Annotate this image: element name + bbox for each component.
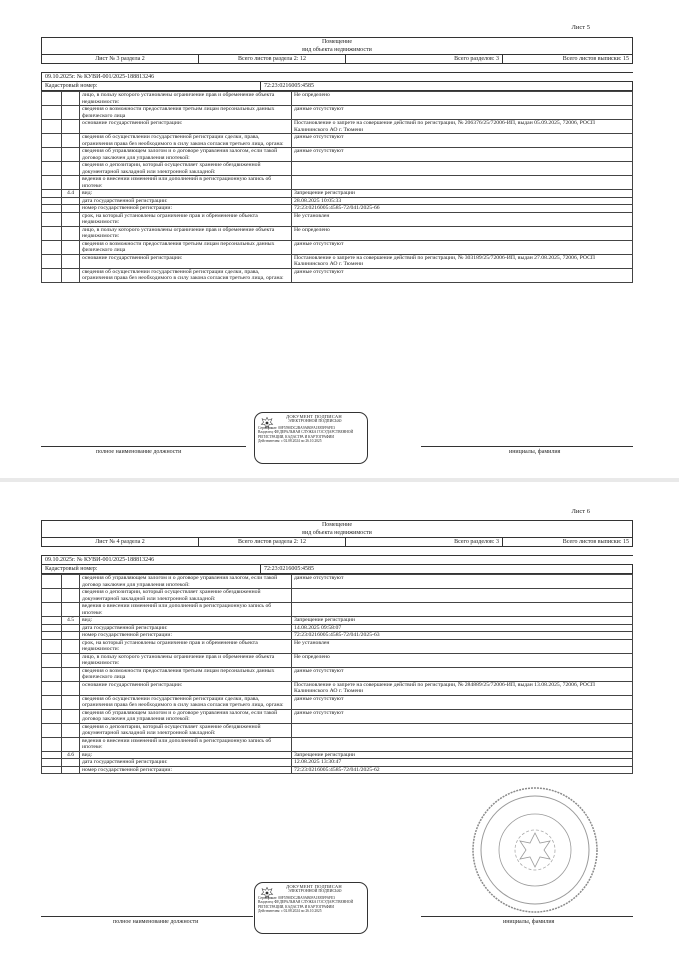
row-value: данные отсутствуют <box>292 148 633 162</box>
cadastral-value: 72:23:0216005:4585 <box>261 565 633 574</box>
signature-block <box>41 906 633 925</box>
row-gutter <box>42 575 62 589</box>
extract-sheets: Всего листов выписки: 15 <box>503 538 633 547</box>
row-label: сведения о депозитарии, который осуществляет хранение обездвиженной документарной закладной или электронной закладной: <box>80 589 292 603</box>
eagle-emblem-icon <box>260 416 274 430</box>
total-sections: Всего разделов: 3 <box>346 55 503 64</box>
row-gutter <box>42 106 62 120</box>
row-label: сведения о возможности предоставления третьим лицам персональных данных физического лица <box>80 240 292 254</box>
row-number <box>62 624 80 632</box>
cadastral-label: Кадастровый номер: <box>42 82 261 91</box>
row-gutter <box>42 190 62 198</box>
row-value: данные отсутствуют <box>292 695 633 709</box>
row-number <box>62 589 80 603</box>
table-row <box>42 226 633 240</box>
table-row <box>42 681 633 695</box>
page-header <box>41 37 633 64</box>
row-gutter <box>42 120 62 134</box>
row-label: ведения о внесении изменений или дополнений в регистрационную запись об ипотеке: <box>80 737 292 751</box>
section-sheets: Всего листов раздела 2: 12 <box>199 538 346 547</box>
row-gutter <box>42 589 62 603</box>
row-value: Постановление о запрете на совершение действий по регистрации, № 303189/25/72006-ИП, выдан 27.08.2025, 72006, РОСП Калининского АО г. Тюмени <box>292 254 633 268</box>
row-value: Не определено <box>292 226 633 240</box>
row-value: данные отсутствуют <box>292 268 633 282</box>
row-value: данные отсутствуют <box>292 240 633 254</box>
row-number: 4.4 <box>62 190 80 198</box>
row-label: сведения об осуществлении государственной регистрации сделки, права, ограничения права без необходимого в силу закона согласия третьего лица, органа: <box>80 695 292 709</box>
row-gutter <box>42 134 62 148</box>
table-row <box>42 240 633 254</box>
row-number <box>62 575 80 589</box>
row-number: 4.5 <box>62 617 80 625</box>
signature-block <box>41 436 633 455</box>
row-gutter <box>42 759 62 767</box>
row-gutter <box>42 197 62 205</box>
stamp-cert: Сертификат: 00F5590DC2BA9AB0FA1E85FF6FE3 <box>258 895 336 900</box>
row-number <box>62 639 80 653</box>
object-title: Помещение <box>42 521 633 530</box>
row-value: Постановление о запрете на совершение действий по регистрации, № 284889/25/72006-ИП, выдан 13.08.2025, 72006, РОСП Калининского АО г. Тюмени <box>292 681 633 695</box>
name-caption: инициалы, фамилия <box>503 919 555 925</box>
stamp-title: ДОКУМЕНТ ПОДПИСАН <box>286 414 342 419</box>
table-row <box>42 653 633 667</box>
row-gutter <box>42 212 62 226</box>
position-caption: полное наименование должности <box>96 449 182 455</box>
total-sections: Всего разделов: 3 <box>346 538 503 547</box>
row-label: сведения об осуществлении государственной регистрации сделки, права, ограничения права без необходимого в силу закона согласия третьего лица, органа: <box>80 134 292 148</box>
row-number <box>62 632 80 640</box>
page-header <box>41 520 633 547</box>
row-value: данные отсутствуют <box>292 575 633 589</box>
row-gutter <box>42 624 62 632</box>
row-gutter <box>42 751 62 759</box>
row-label: основание государственной регистрации: <box>80 681 292 695</box>
row-gutter <box>42 667 62 681</box>
row-label: номер государственной регистрации: <box>80 205 292 213</box>
table-row <box>42 106 633 120</box>
row-number <box>62 148 80 162</box>
stamp-valid: Действителен: с 02.08.2024 по 26.10.2025 <box>258 439 322 444</box>
row-gutter <box>42 766 62 774</box>
row-number <box>62 766 80 774</box>
table-row <box>42 197 633 205</box>
row-gutter <box>42 240 62 254</box>
object-subtitle: вид объекта недвижимости <box>42 529 633 538</box>
row-gutter <box>42 268 62 282</box>
row-label: ведения о внесении изменений или дополнений в регистрационную запись об ипотеке: <box>80 176 292 190</box>
stamp-owner: Владелец: ФЕДЕРАЛЬНАЯ СЛУЖБА ГОСУДАРСТВЕННОЙ <box>258 430 354 435</box>
row-label: сведения о депозитарии, который осуществляет хранение обездвиженной документарной закладной или электронной закладной: <box>80 723 292 737</box>
row-value: данные отсутствуют <box>292 134 633 148</box>
row-label: ведения о внесении изменений или дополнений в регистрационную запись об ипотеке: <box>80 603 292 617</box>
row-label: основание государственной регистрации: <box>80 120 292 134</box>
row-label: сведения об осуществлении государственной регистрации сделки, права, ограничения права без необходимого в силу закона согласия третьего лица, органа: <box>80 268 292 282</box>
table-row <box>42 617 633 625</box>
table-row <box>42 723 633 737</box>
row-value: 72:23:0216005:4585-72/041/2025-63 <box>292 632 633 640</box>
table-row <box>42 134 633 148</box>
row-gutter <box>42 162 62 176</box>
row-label: дата государственной регистрации: <box>80 624 292 632</box>
extract-page-sheet-6 <box>0 480 679 960</box>
table-row <box>42 589 633 603</box>
row-label: срок, на который установлены ограничение прав и обременение объекта недвижимости: <box>80 212 292 226</box>
row-number <box>62 695 80 709</box>
position-caption: полное наименование должности <box>113 919 199 925</box>
row-number <box>62 162 80 176</box>
row-number <box>62 120 80 134</box>
row-number <box>62 723 80 737</box>
row-value: 72:23:0216005:4585-72/041/2025-66 <box>292 205 633 213</box>
table-row <box>42 190 633 198</box>
cadastral-value: 72:23:0216005:4585 <box>261 82 633 91</box>
row-value <box>292 589 633 603</box>
row-value: Не определено <box>292 653 633 667</box>
stamp-title: ДОКУМЕНТ ПОДПИСАН <box>286 884 342 889</box>
row-value: Запрещение регистрации <box>292 190 633 198</box>
table-row <box>42 639 633 653</box>
row-number <box>62 667 80 681</box>
signature-line-position <box>41 916 253 917</box>
row-label: вид: <box>80 617 292 625</box>
table-row <box>42 632 633 640</box>
stamp-subtitle: ЭЛЕКТРОННОЙ ПОДПИСЬЮ <box>288 888 342 894</box>
row-number <box>62 176 80 190</box>
eagle-emblem-icon <box>260 886 274 900</box>
table-row <box>42 162 633 176</box>
row-value: данные отсутствуют <box>292 106 633 120</box>
cadastral-row <box>41 564 633 574</box>
row-value: Постановление о запрете на совершение действий по регистрации, № 206376/25/72006-ИП, выдан 05.09.2025, 72006, РОСП Калининского АО г. Тюмени <box>292 120 633 134</box>
table-row <box>42 92 633 106</box>
row-label: сведения об управляющем залогом и о договоре управления залогом, если такой договор заключен для управления ипотекой: <box>80 148 292 162</box>
table-row <box>42 709 633 723</box>
row-number <box>62 709 80 723</box>
row-label: сведения о депозитарии, который осуществляет хранение обездвиженной документарной закладной или электронной закладной: <box>80 162 292 176</box>
row-gutter <box>42 639 62 653</box>
table-row <box>42 176 633 190</box>
round-official-seal <box>470 785 600 915</box>
row-number <box>62 240 80 254</box>
stamp-valid: Действителен: с 02.08.2024 по 26.10.2025 <box>258 909 322 914</box>
row-value <box>292 176 633 190</box>
row-number <box>62 268 80 282</box>
row-label: сведения об управляющем залогом и о договоре управления залогом, если такой договор заключен для управления ипотекой: <box>80 575 292 589</box>
extract-ref: 09.10.2025г. № КУВИ-001/2025-188813246 <box>42 556 634 565</box>
row-value <box>292 162 633 176</box>
row-value <box>292 723 633 737</box>
row-gutter <box>42 205 62 213</box>
stamp-owner-2: РЕГИСТРАЦИИ, КАДАСТРА И КАРТОГРАФИИ <box>258 434 334 439</box>
row-gutter <box>42 176 62 190</box>
row-gutter <box>42 723 62 737</box>
row-number <box>62 759 80 767</box>
row-value: 72:23:0216005:4585-72/041/2025-62 <box>292 766 633 774</box>
row-gutter <box>42 632 62 640</box>
row-value: Запрещение регистрации <box>292 751 633 759</box>
row-value: данные отсутствуют <box>292 667 633 681</box>
table-row <box>42 695 633 709</box>
row-gutter <box>42 617 62 625</box>
row-gutter <box>42 92 62 106</box>
row-gutter <box>42 737 62 751</box>
row-gutter <box>42 681 62 695</box>
row-label: номер государственной регистрации: <box>80 766 292 774</box>
table-row <box>42 120 633 134</box>
signature-line-name <box>421 916 633 917</box>
row-label: сведения о возможности предоставления третьим лицам персональных данных физического лица <box>80 667 292 681</box>
sheet-number: Лист 5 <box>571 24 590 31</box>
row-number <box>62 737 80 751</box>
stamp-owner-2: РЕГИСТРАЦИИ, КАДАСТРА И КАРТОГРАФИИ <box>258 904 334 909</box>
row-gutter <box>42 695 62 709</box>
row-number <box>62 92 80 106</box>
row-number <box>62 197 80 205</box>
sheet-number: Лист 6 <box>571 508 590 515</box>
signature-line-name <box>421 446 633 447</box>
row-gutter <box>42 709 62 723</box>
encumbrance-table <box>41 574 633 774</box>
row-number <box>62 212 80 226</box>
object-title: Помещение <box>42 38 633 47</box>
row-label: лицо, в пользу которого установлены ограничение прав и обременение объекта недвижимости: <box>80 226 292 240</box>
row-number <box>62 205 80 213</box>
extract-ref: 09.10.2025г. № КУВИ-001/2025-188813246 <box>42 73 634 82</box>
row-number <box>62 254 80 268</box>
row-value <box>292 603 633 617</box>
row-label: основание государственной регистрации: <box>80 254 292 268</box>
object-subtitle: вид объекта недвижимости <box>42 46 633 55</box>
table-row <box>42 759 633 767</box>
row-gutter <box>42 226 62 240</box>
row-label: лицо, в пользу которого установлены ограничение прав и обременение объекта недвижимости: <box>80 653 292 667</box>
table-row <box>42 254 633 268</box>
row-value: Не установлен <box>292 212 633 226</box>
stamp-cert: Сертификат: 00F5590DC2BA9AB0FA1E85FF6FE3 <box>258 425 336 430</box>
name-caption: инициалы, фамилия <box>509 449 561 455</box>
row-label: вид: <box>80 190 292 198</box>
extract-sheets: Всего листов выписки: 15 <box>503 55 633 64</box>
row-value: Запрещение регистрации <box>292 617 633 625</box>
table-row <box>42 624 633 632</box>
row-label: срок, на который установлены ограничение прав и обременение объекта недвижимости: <box>80 639 292 653</box>
row-number <box>62 603 80 617</box>
encumbrance-table <box>41 91 633 283</box>
cadastral-label: Кадастровый номер: <box>42 565 261 574</box>
cadastral-row <box>41 81 633 91</box>
row-value: 14.08.2025 09:58:07 <box>292 624 633 632</box>
row-value: Не установлен <box>292 639 633 653</box>
row-number: 4.6 <box>62 751 80 759</box>
row-label: дата государственной регистрации: <box>80 759 292 767</box>
row-number <box>62 681 80 695</box>
row-label: вид: <box>80 751 292 759</box>
section-sheets: Всего листов раздела 2: 12 <box>199 55 346 64</box>
table-row <box>42 603 633 617</box>
row-gutter <box>42 603 62 617</box>
stamp-owner: Владелец: ФЕДЕРАЛЬНАЯ СЛУЖБА ГОСУДАРСТВЕННОЙ <box>258 900 354 905</box>
row-value: Не определено <box>292 92 633 106</box>
table-row <box>42 212 633 226</box>
table-row <box>42 737 633 751</box>
table-row <box>42 205 633 213</box>
table-row <box>42 268 633 282</box>
table-row <box>42 766 633 774</box>
row-number <box>62 653 80 667</box>
row-label: сведения об управляющем залогом и о договоре управления залогом, если такой договор заключен для управления ипотекой: <box>80 709 292 723</box>
stamp-subtitle: ЭЛЕКТРОННОЙ ПОДПИСЬЮ <box>288 418 342 424</box>
row-label: дата государственной регистрации: <box>80 197 292 205</box>
row-number <box>62 106 80 120</box>
table-row <box>42 148 633 162</box>
row-label: лицо, в пользу которого установлены ограничение прав и обременение объекта недвижимости: <box>80 92 292 106</box>
row-value <box>292 737 633 751</box>
table-row <box>42 667 633 681</box>
row-gutter <box>42 653 62 667</box>
row-value: 28.08.2025 10:05:33 <box>292 197 633 205</box>
row-gutter <box>42 254 62 268</box>
sheet-section: Лист № 3 раздела 2 <box>42 55 199 64</box>
row-label: сведения о возможности предоставления третьим лицам персональных данных физического лица <box>80 106 292 120</box>
table-row <box>42 751 633 759</box>
row-number <box>62 226 80 240</box>
row-number <box>62 134 80 148</box>
row-gutter <box>42 148 62 162</box>
sheet-section: Лист № 4 раздела 2 <box>42 538 199 547</box>
row-label: номер государственной регистрации: <box>80 632 292 640</box>
signature-line-position <box>41 446 246 447</box>
row-value: данные отсутствуют <box>292 709 633 723</box>
row-value: 12.08.2025 13:30:47 <box>292 759 633 767</box>
table-row <box>42 575 633 589</box>
